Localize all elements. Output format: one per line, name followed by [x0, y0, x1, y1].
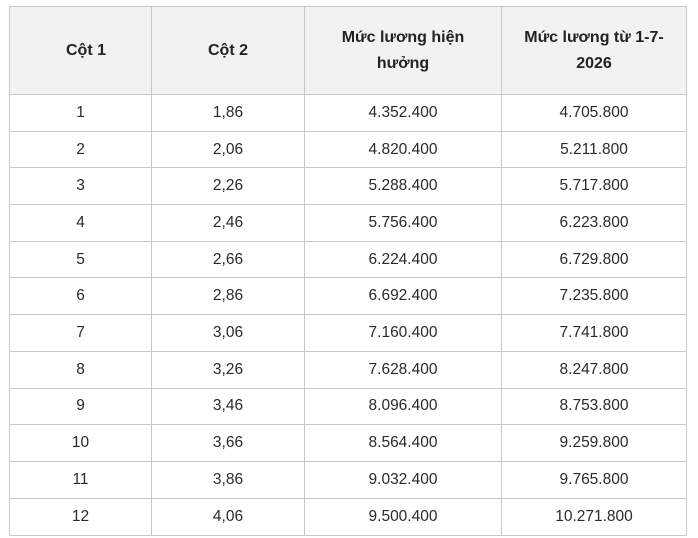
- cell-current-salary: 4.352.400: [305, 95, 502, 132]
- cell-cot-1: 4: [10, 205, 152, 242]
- cell-cot-1: 7: [10, 315, 152, 352]
- cell-cot-2: 2,46: [152, 205, 305, 242]
- table-container: [9, 6, 687, 536]
- cell-cot-2: 2,66: [152, 241, 305, 278]
- table-row: [10, 278, 687, 315]
- cell-current-salary: 6.224.400: [305, 241, 502, 278]
- table-header: [10, 7, 687, 95]
- table-body: [10, 95, 687, 536]
- cell-salary-from-2026: 6.729.800: [502, 241, 687, 278]
- cell-salary-from-2026: 4.705.800: [502, 95, 687, 132]
- table-row: [10, 498, 687, 535]
- cell-salary-from-2026: 7.741.800: [502, 315, 687, 352]
- cell-cot-2: 2,26: [152, 168, 305, 205]
- header-current-salary: Mức lương hiện hưởng: [305, 7, 502, 95]
- cell-cot-1: 2: [10, 131, 152, 168]
- table-row: [10, 315, 687, 352]
- table-row: [10, 168, 687, 205]
- table-row: [10, 241, 687, 278]
- cell-current-salary: 5.288.400: [305, 168, 502, 205]
- table-row: [10, 461, 687, 498]
- cell-cot-2: 1,86: [152, 95, 305, 132]
- cell-salary-from-2026: 5.211.800: [502, 131, 687, 168]
- cell-cot-2: 3,86: [152, 461, 305, 498]
- cell-current-salary: 9.032.400: [305, 461, 502, 498]
- cell-current-salary: 7.628.400: [305, 351, 502, 388]
- cell-current-salary: 9.500.400: [305, 498, 502, 535]
- cell-cot-2: 3,06: [152, 315, 305, 352]
- header-salary-from-2026: Mức lương từ 1-7-2026: [502, 7, 687, 95]
- cell-cot-2: 3,46: [152, 388, 305, 425]
- table-row: [10, 388, 687, 425]
- cell-current-salary: 6.692.400: [305, 278, 502, 315]
- table-row: [10, 351, 687, 388]
- cell-cot-1: 10: [10, 425, 152, 462]
- cell-salary-from-2026: 5.717.800: [502, 168, 687, 205]
- cell-salary-from-2026: 8.753.800: [502, 388, 687, 425]
- table-row: [10, 205, 687, 242]
- cell-cot-2: 3,66: [152, 425, 305, 462]
- cell-cot-1: 5: [10, 241, 152, 278]
- cell-cot-1: 8: [10, 351, 152, 388]
- cell-cot-2: 4,06: [152, 498, 305, 535]
- cell-current-salary: 5.756.400: [305, 205, 502, 242]
- header-row: [10, 7, 687, 95]
- cell-salary-from-2026: 9.765.800: [502, 461, 687, 498]
- cell-salary-from-2026: 9.259.800: [502, 425, 687, 462]
- cell-current-salary: 4.820.400: [305, 131, 502, 168]
- header-cot-1: Cột 1: [10, 7, 152, 95]
- cell-cot-2: 2,06: [152, 131, 305, 168]
- salary-table: [9, 6, 687, 536]
- cell-salary-from-2026: 7.235.800: [502, 278, 687, 315]
- cell-salary-from-2026: 6.223.800: [502, 205, 687, 242]
- cell-cot-1: 3: [10, 168, 152, 205]
- cell-salary-from-2026: 10.271.800: [502, 498, 687, 535]
- table-row: [10, 95, 687, 132]
- cell-cot-1: 11: [10, 461, 152, 498]
- cell-cot-2: 3,26: [152, 351, 305, 388]
- cell-salary-from-2026: 8.247.800: [502, 351, 687, 388]
- cell-current-salary: 8.096.400: [305, 388, 502, 425]
- cell-current-salary: 7.160.400: [305, 315, 502, 352]
- table-row: [10, 425, 687, 462]
- table-row: [10, 131, 687, 168]
- cell-cot-1: 1: [10, 95, 152, 132]
- cell-cot-2: 2,86: [152, 278, 305, 315]
- cell-current-salary: 8.564.400: [305, 425, 502, 462]
- cell-cot-1: 9: [10, 388, 152, 425]
- cell-cot-1: 6: [10, 278, 152, 315]
- header-cot-2: Cột 2: [152, 7, 305, 95]
- cell-cot-1: 12: [10, 498, 152, 535]
